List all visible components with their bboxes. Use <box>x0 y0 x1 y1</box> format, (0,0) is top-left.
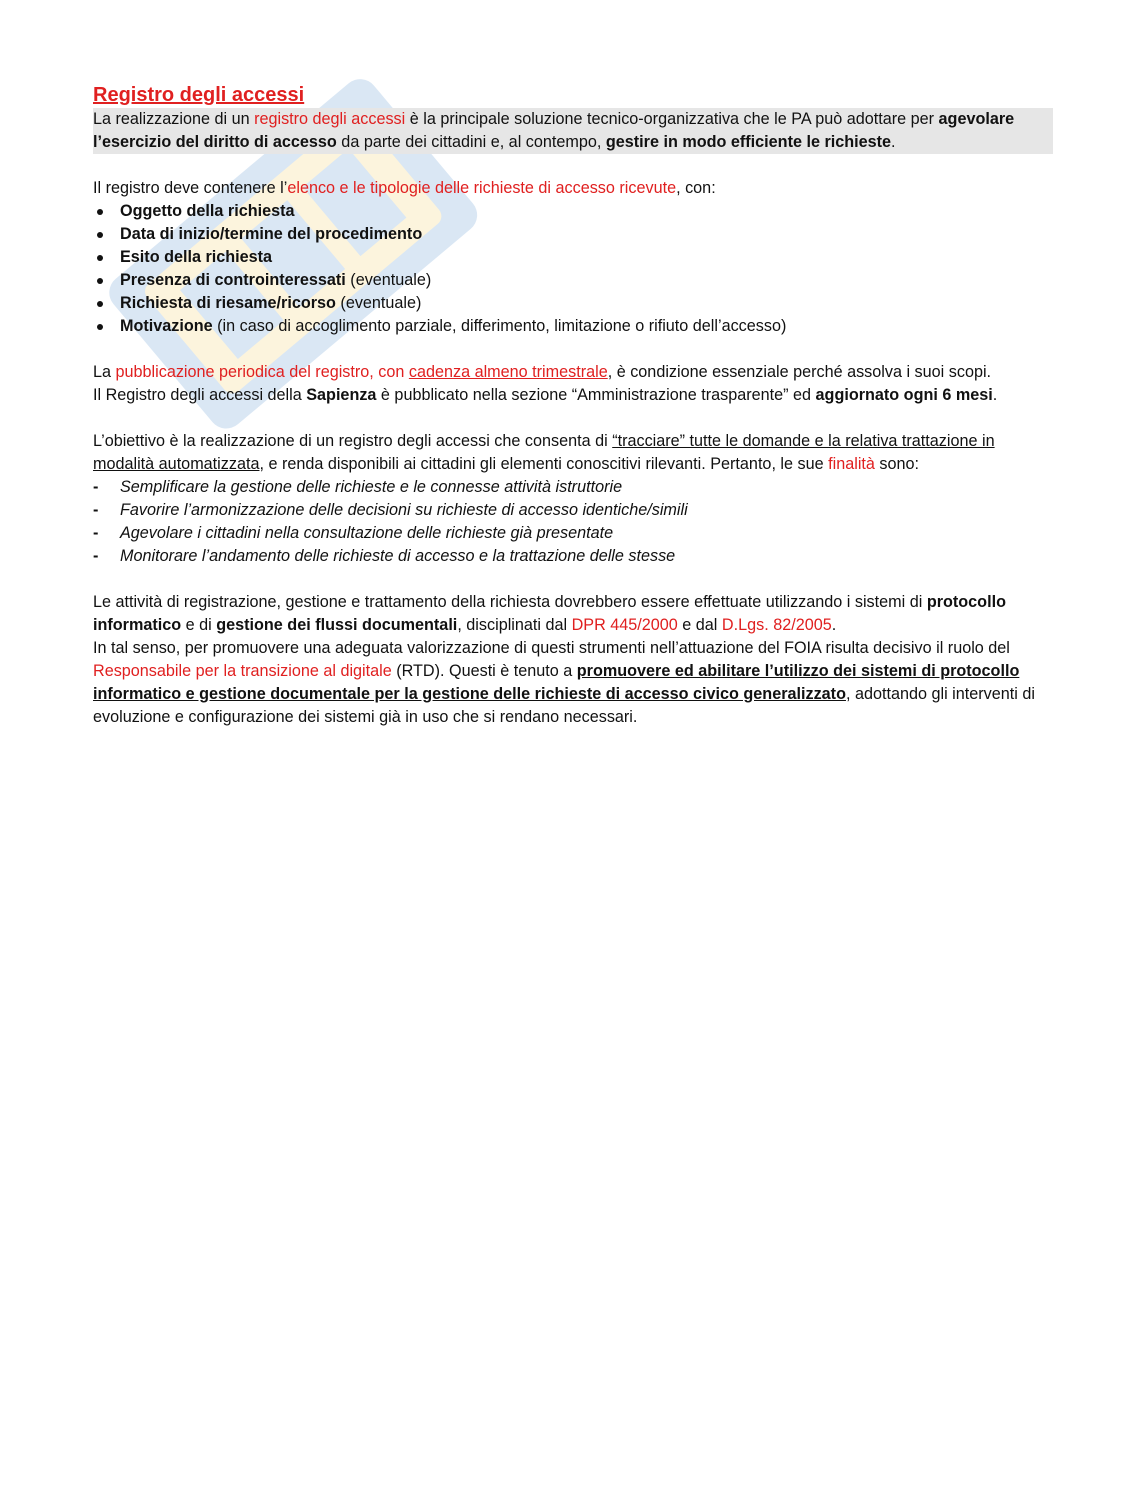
list-item <box>93 315 1053 338</box>
finalita-list <box>93 476 1053 568</box>
intro-highlight-registro: registro degli accessi <box>254 110 406 128</box>
list-item-rest: (in caso di accoglimento parziale, differimento, limitazione o rifiuto dell’accesso) <box>212 317 787 335</box>
list-item <box>93 246 1053 269</box>
pubblicazione-text-2: , è condizione essenziale perché assolva i suoi scopi. <box>607 363 992 381</box>
list-item <box>93 200 1053 223</box>
list-item-text: Agevolare i cittadini nella consultazione delle richieste già presentate <box>120 524 614 542</box>
dash-marker: - <box>93 524 99 542</box>
rtd-highlight: Responsabile per la transizione al digitale <box>93 662 392 680</box>
intro-text-1: La realizzazione di un <box>93 110 255 128</box>
obiettivo-text-2: , e renda disponibili ai cittadini gli elementi conoscitivi rilevanti. Pertanto, le sue <box>259 455 829 473</box>
intro-text-2: è la principale soluzione tecnico-organizzativa che le PA può adottare per <box>405 110 939 128</box>
list-item <box>93 522 1053 545</box>
list-item <box>93 269 1053 292</box>
intro-text-4: . <box>891 133 896 151</box>
attivita-text-2: e di <box>181 616 217 634</box>
attivita-text-1: Le attività di registrazione, gestione e trattamento della richiesta dovrebbero essere effettuate utilizzando i sistemi di <box>93 593 927 611</box>
requirements-list <box>93 200 1053 338</box>
senso-text-2: (RTD). Questi è tenuto a <box>391 662 577 680</box>
list-item-rest: (eventuale) <box>345 271 432 289</box>
obiettivo-text-1: L’obiettivo è la realizzazione di un registro degli accessi che consenta di <box>93 432 613 450</box>
intro-paragraph <box>93 108 1053 154</box>
obiettivo-text-3: sono: <box>874 455 920 473</box>
list-item <box>93 545 1053 568</box>
senso-bold-underlined: promuovere ed abilitare l’utilizzo dei sistemi di protocollo informatico e gestione documentale per la gestione delle richieste di accesso civico generalizzato <box>93 662 1020 703</box>
finalita-highlight: finalità <box>828 455 875 473</box>
registro-text-2: , con: <box>676 179 716 197</box>
list-item-text: Monitorare l’andamento delle richieste di accesso e la trattazione delle stesse <box>120 547 676 565</box>
intro-bold-diritto: agevolare l’esercizio del diritto di accesso <box>93 110 1015 151</box>
list-item-bold: Presenza di controinteressati <box>120 271 346 289</box>
senso-text-3: , adottando gli interventi di evoluzione e configurazione dei sistemi già in uso che si rendano necessari. <box>93 685 1035 726</box>
sapienza-text-3: . <box>992 386 998 404</box>
sapienza-text-1: Il Registro degli accessi della <box>93 386 307 404</box>
list-item-bold: Esito della richiesta <box>120 248 273 266</box>
list-item-text: Favorire l’armonizzazione delle decisioni su richieste di accesso identiche/simili <box>120 501 688 519</box>
dlgs-reference: D.Lgs. 82/2005 <box>721 616 832 634</box>
protocollo-bold: protocollo informatico <box>93 593 1006 634</box>
attivita-text-4: e dal <box>677 616 722 634</box>
list-item-rest: (eventuale) <box>335 294 422 312</box>
pubblicazione-paragraph <box>93 361 1053 407</box>
pubblicazione-text-1: La <box>93 363 116 381</box>
sapienza-text-2: è pubblicato nella sezione “Amministrazione trasparente” ed <box>376 386 816 404</box>
page-title: Registro degli accessi <box>93 84 305 106</box>
list-item-bold: Motivazione <box>120 317 213 335</box>
dash-marker: - <box>93 478 99 496</box>
list-item-bold: Oggetto della richiesta <box>120 202 295 220</box>
attivita-paragraph <box>93 591 1053 637</box>
list-item <box>93 476 1053 499</box>
list-item <box>93 223 1053 246</box>
senso-text-1: In tal senso, per promuovere una adeguata valorizzazione di questi strumenti nell’attuazione del FOIA risulta decisivo il ruolo del <box>93 639 1010 657</box>
registro-text-1: Il registro deve contenere l’ <box>93 179 288 197</box>
list-item <box>93 499 1053 522</box>
attivita-text-5: . <box>831 616 837 634</box>
obiettivo-underlined: “tracciare” tutte le domande e la relativa trattazione in modalità automatizzata <box>93 432 995 473</box>
document-page <box>93 82 1053 729</box>
dpr-reference: DPR 445/2000 <box>571 616 678 634</box>
intro-bold-gestire: gestire in modo efficiente le richieste <box>605 133 892 151</box>
dash-marker: - <box>93 501 99 519</box>
registro-highlight: elenco e le tipologie delle richieste di accesso ricevute <box>287 179 677 197</box>
senso-paragraph <box>93 637 1053 729</box>
registro-paragraph <box>93 177 1053 200</box>
dash-marker: - <box>93 547 99 565</box>
list-item-bold: Richiesta di riesame/ricorso <box>120 294 336 312</box>
attivita-text-3: , disciplinati dal <box>457 616 572 634</box>
pubblicazione-highlight-underlined: cadenza almeno trimestrale <box>408 363 608 381</box>
flussi-bold: gestione dei flussi documentali <box>216 616 458 634</box>
pubblicazione-highlight: pubblicazione periodica del registro, con <box>115 363 409 381</box>
sapienza-bold: Sapienza <box>306 386 377 404</box>
obiettivo-paragraph <box>93 430 1053 476</box>
list-item-bold: Data di inizio/termine del procedimento <box>120 225 423 243</box>
intro-text-3: da parte dei cittadini e, al contempo, <box>336 133 606 151</box>
list-item <box>93 292 1053 315</box>
aggiornato-bold: aggiornato ogni 6 mesi <box>815 386 993 404</box>
list-item-text: Semplificare la gestione delle richieste e le connesse attività istruttorie <box>120 478 623 496</box>
